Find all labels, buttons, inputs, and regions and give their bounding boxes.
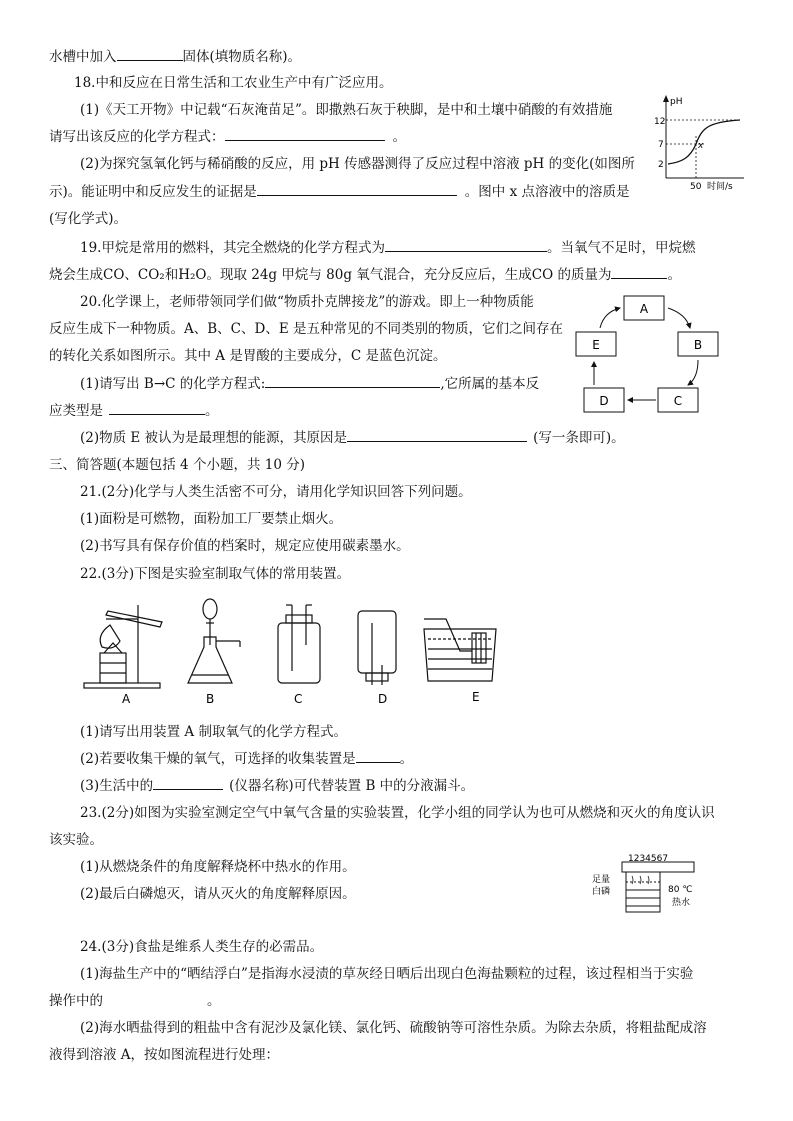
text: (1)请写出 B→C 的化学方程式: xyxy=(80,376,266,392)
temperature-label: 80 ℃ xyxy=(668,885,693,895)
q18-part2-tail: (写化学式)。 xyxy=(49,211,128,227)
answer-blank[interactable] xyxy=(109,402,205,415)
apparatus-d xyxy=(358,611,396,685)
text: 19.甲烷是常用的燃料，其完全燃烧的化学方程式为 xyxy=(80,240,385,256)
q20-line1: 20.化学课上，老师带领同学们做“物质扑克牌接龙”的游戏。即上一种物质能 xyxy=(80,294,534,310)
q21-part1: (1)面粉是可燃物，面粉加工厂要禁止烟火。 xyxy=(80,511,343,527)
x-axis-label: 时间/s xyxy=(707,182,733,192)
apparatus-c-label: C xyxy=(294,692,303,706)
question-23-tail: 该实验。 xyxy=(49,832,103,848)
q24-part1: (1)海盐生产中的“晒结浮白”是指海水浸渍的草灰经日晒后出现白色海盐颗粒的过程，该过程相当于实验 xyxy=(80,966,694,982)
q24-part2-line2: 液得到溶液 A，按如图流程进行处理： xyxy=(49,1047,280,1063)
answer-blank[interactable] xyxy=(153,777,223,790)
answer-blank[interactable] xyxy=(225,128,385,141)
text: (写一条即可)。 xyxy=(533,430,625,446)
apparatus-b xyxy=(188,599,240,683)
q24-part2: (2)海水晒盐得到的粗盐中含有泥沙及氯化镁、氯化钙、硫酸钠等可溶性杂质。为除去杂质，将粗盐配成溶 xyxy=(80,1020,707,1036)
text: 。 xyxy=(399,751,414,767)
text: 。当氧气不足时，甲烷燃 xyxy=(546,240,696,256)
text: 。图中 x 点溶液中的溶质是 xyxy=(464,184,630,200)
q18-part1-text: (1)《天工开物》中记载“石灰淹苗足”。即撒熟石灰于秧脚，是中和土壤中硝酸的有效措施 xyxy=(80,102,613,118)
answer-blank[interactable] xyxy=(356,750,400,763)
text: 烧会生成CO、CO₂和H₂O。现取 24g 甲烷与 80g 氧气混合，充分反应后，生成CO 的质量为 xyxy=(49,267,612,283)
q20-line2: 反应生成下一种物质。A、B、C、D、E 是五种常见的不同类别的物质，它们之间存在 xyxy=(49,321,563,337)
node-e-label: E xyxy=(592,338,600,352)
apparatus-c xyxy=(278,605,320,683)
answer-blank[interactable] xyxy=(385,239,547,252)
text: 固体(填物质名称)。 xyxy=(182,49,302,65)
question-22: 22.(3分)下图是实验室制取气体的常用装置。 xyxy=(80,566,351,582)
arrow-e-a xyxy=(600,308,620,328)
text: 。 xyxy=(205,403,219,419)
question-23: 23.(2分)如图为实验室测定空气中氧气含量的实验装置，化学小组的同学认为也可从燃烧和灭火的角度认识 xyxy=(80,805,715,821)
text: 。 xyxy=(392,129,406,145)
q22-part1: (1)请写出用装置 A 制取氧气的化学方程式。 xyxy=(80,724,347,740)
y-tick: 2 xyxy=(658,160,664,170)
node-b-label: B xyxy=(693,338,703,352)
node-a-label: A xyxy=(639,302,649,316)
y-tick: 7 xyxy=(658,140,664,150)
text: 示)。能证明中和反应发生的证据是 xyxy=(49,184,257,200)
question-18: 18.中和反应在日常生活和工农业生产中有广泛应用。 xyxy=(74,75,393,91)
text: 请写出该反应的化学方程式： xyxy=(49,129,225,145)
q24-part1-line2 xyxy=(49,992,221,1010)
q23-part1: (1)从燃烧条件的角度解释烧杯中热水的作用。 xyxy=(80,859,356,875)
answer-blank[interactable] xyxy=(257,183,457,196)
question-21: 21.(2分)化学与人类生活密不可分，请用化学知识回答下列问题。 xyxy=(80,484,472,500)
text: 操作中的 xyxy=(49,993,103,1009)
answer-blank[interactable] xyxy=(347,429,527,442)
arrow-b-c xyxy=(688,360,698,385)
text: 。 xyxy=(207,993,221,1009)
x-tick: 50 xyxy=(690,182,702,192)
question-24: 24.(3分)食盐是维系人类生存的必需品。 xyxy=(80,939,324,955)
substance-cycle-diagram xyxy=(570,290,720,420)
apparatus-d-label: D xyxy=(378,692,388,706)
q18-part1-answer-line xyxy=(49,128,406,146)
text: (仪器名称)可代替装置 B 中的分液漏斗。 xyxy=(229,778,475,794)
text: 应类型是 xyxy=(49,403,103,419)
text: 。 xyxy=(667,267,681,283)
label-sufficient: 足量 xyxy=(592,875,611,885)
apparatus-a xyxy=(84,605,162,688)
text: (3)生活中的 xyxy=(80,778,154,794)
q20-part1-line2 xyxy=(49,402,219,420)
gas-apparatus-figure xyxy=(80,595,510,710)
q23-part2: (2)最后白磷熄灭，请从灭火的角度解释原因。 xyxy=(80,886,356,902)
apparatus-e-label: E xyxy=(472,690,480,704)
q20-part1-line xyxy=(80,375,539,393)
text: (2)物质 E 被认为是最理想的能源，其原因是 xyxy=(80,430,348,446)
point-label: x xyxy=(698,141,704,151)
q18-part2-answer-line xyxy=(49,183,629,201)
node-c-label: C xyxy=(673,394,683,408)
ph-curve-chart xyxy=(652,92,748,192)
y-tick: 12 xyxy=(654,117,666,127)
ruler-scale: 1234567 xyxy=(628,854,669,864)
apparatus-a-label: A xyxy=(122,692,131,706)
apparatus-e xyxy=(424,619,496,681)
q18-part2-text: (2)为探究氢氧化钙与稀硝酸的反应，用 pH 传感器测得了反应过程中溶液 pH 的变化(如图所 xyxy=(80,156,635,172)
q19-line1 xyxy=(80,239,695,257)
text-line xyxy=(49,48,301,66)
label-white-phosphorus: 白磷 xyxy=(592,887,611,897)
text: (2)若要收集干燥的氧气，可选择的收集装置是 xyxy=(80,751,356,767)
q21-part2: (2)书写具有保存价值的档案时，规定应使用碳素墨水。 xyxy=(80,538,410,554)
arrow-a-b xyxy=(668,308,690,328)
q20-line3: 的转化关系如图所示。其中 A 是胃酸的主要成分，C 是蓝色沉淀。 xyxy=(49,348,447,364)
y-axis-label: pH xyxy=(670,97,683,107)
node-d-label: D xyxy=(599,394,609,408)
q22-part2 xyxy=(80,750,413,768)
text: 水槽中加入 xyxy=(49,49,117,65)
text: ,它所属的基本反 xyxy=(440,376,540,392)
apparatus-b-label: B xyxy=(206,692,215,706)
section-3-heading: 三、简答题(本题包括 4 个小题，共 10 分) xyxy=(49,457,305,473)
hot-water-label: 热水 xyxy=(672,898,691,908)
answer-blank[interactable] xyxy=(117,48,183,61)
q22-part3 xyxy=(80,777,474,795)
answer-blank[interactable] xyxy=(265,375,440,388)
ph-curve xyxy=(668,120,740,164)
q20-part2-line xyxy=(80,429,625,447)
oxygen-measure-figure xyxy=(588,852,718,922)
answer-blank[interactable] xyxy=(611,266,667,279)
q19-line2 xyxy=(49,266,681,284)
